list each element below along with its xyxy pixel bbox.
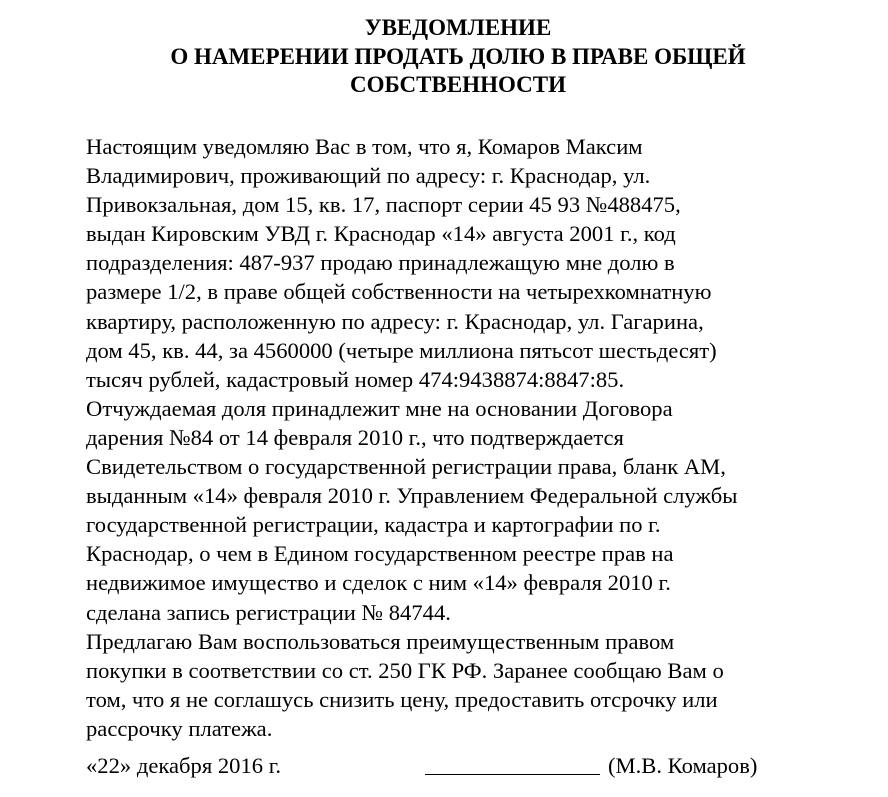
body-line: выдан Кировским УВД г. Краснодар «14» августа 2001 г., код bbox=[86, 221, 676, 247]
notice-date: «22» декабря 2016 г. bbox=[86, 753, 282, 778]
body-line: недвижимое имущество и сделок с ним «14» февраля 2010 г. bbox=[86, 570, 671, 596]
body-line: государственной регистрации, кадастра и картографии по г. bbox=[86, 512, 661, 538]
body-line: Краснодар, о чем в Едином государственном реестре прав на bbox=[86, 541, 674, 567]
body-line: Владимирович, проживающий по адресу: г. Краснодар, ул. bbox=[86, 163, 651, 189]
body-line: том, что я не соглашусь снизить цену, предоставить отсрочку или bbox=[86, 686, 718, 712]
document-title bbox=[0, 14, 888, 100]
body-line: Предлагаю Вам воспользоваться преимущественным правом bbox=[86, 628, 675, 654]
body-line: Отчуждаемая доля принадлежит мне на основании Договора bbox=[86, 395, 673, 421]
signer-name: (М.В. Комаров) bbox=[608, 753, 758, 778]
body-line: дом 45, кв. 44, за 4560000 (четыре миллиона пятьсот шестьдесят) bbox=[86, 337, 717, 363]
body-line: Привокзальная, дом 15, кв. 17, паспорт серии 45 93 №488475, bbox=[86, 192, 681, 218]
body-line: Настоящим уведомляю Вас в том, что я, Комаров Максим bbox=[86, 134, 643, 159]
body-line: подразделения: 487-937 продаю принадлежащую мне долю в bbox=[86, 250, 675, 276]
body-line: размере 1/2, в праве общей собственности на четырехкомнатную bbox=[86, 279, 712, 305]
title-line-1: УВЕДОМЛЕНИЕ bbox=[364, 15, 552, 40]
signature-row bbox=[86, 751, 876, 780]
body-line: покупки в соответствии со ст. 250 ГК РФ. Заранее сообщаю Вам о bbox=[86, 657, 724, 683]
signature-line bbox=[425, 774, 600, 775]
title-line-2: О НАМЕРЕНИИ ПРОДАТЬ ДОЛЮ В ПРАВЕ ОБЩЕЙ bbox=[170, 43, 746, 69]
title-line-3: СОБСТВЕННОСТИ bbox=[350, 72, 566, 97]
body-line: рассрочку платежа. bbox=[86, 715, 273, 741]
body-line: сделана запись регистрации № 84744. bbox=[86, 599, 451, 625]
body-line: дарения №84 от 14 февраля 2010 г., что подтверждается bbox=[86, 424, 624, 450]
notice-body bbox=[86, 132, 876, 743]
body-line: квартиру, расположенную по адресу: г. Краснодар, ул. Гагарина, bbox=[86, 308, 704, 334]
body-line: Свидетельством о государственной регистрации права, бланк АМ, bbox=[86, 454, 726, 480]
body-line: выданным «14» февраля 2010 г. Управлением Федеральной службы bbox=[86, 483, 738, 509]
body-line: тысяч рублей, кадастровый номер 474:9438874:8847:85. bbox=[86, 366, 625, 392]
